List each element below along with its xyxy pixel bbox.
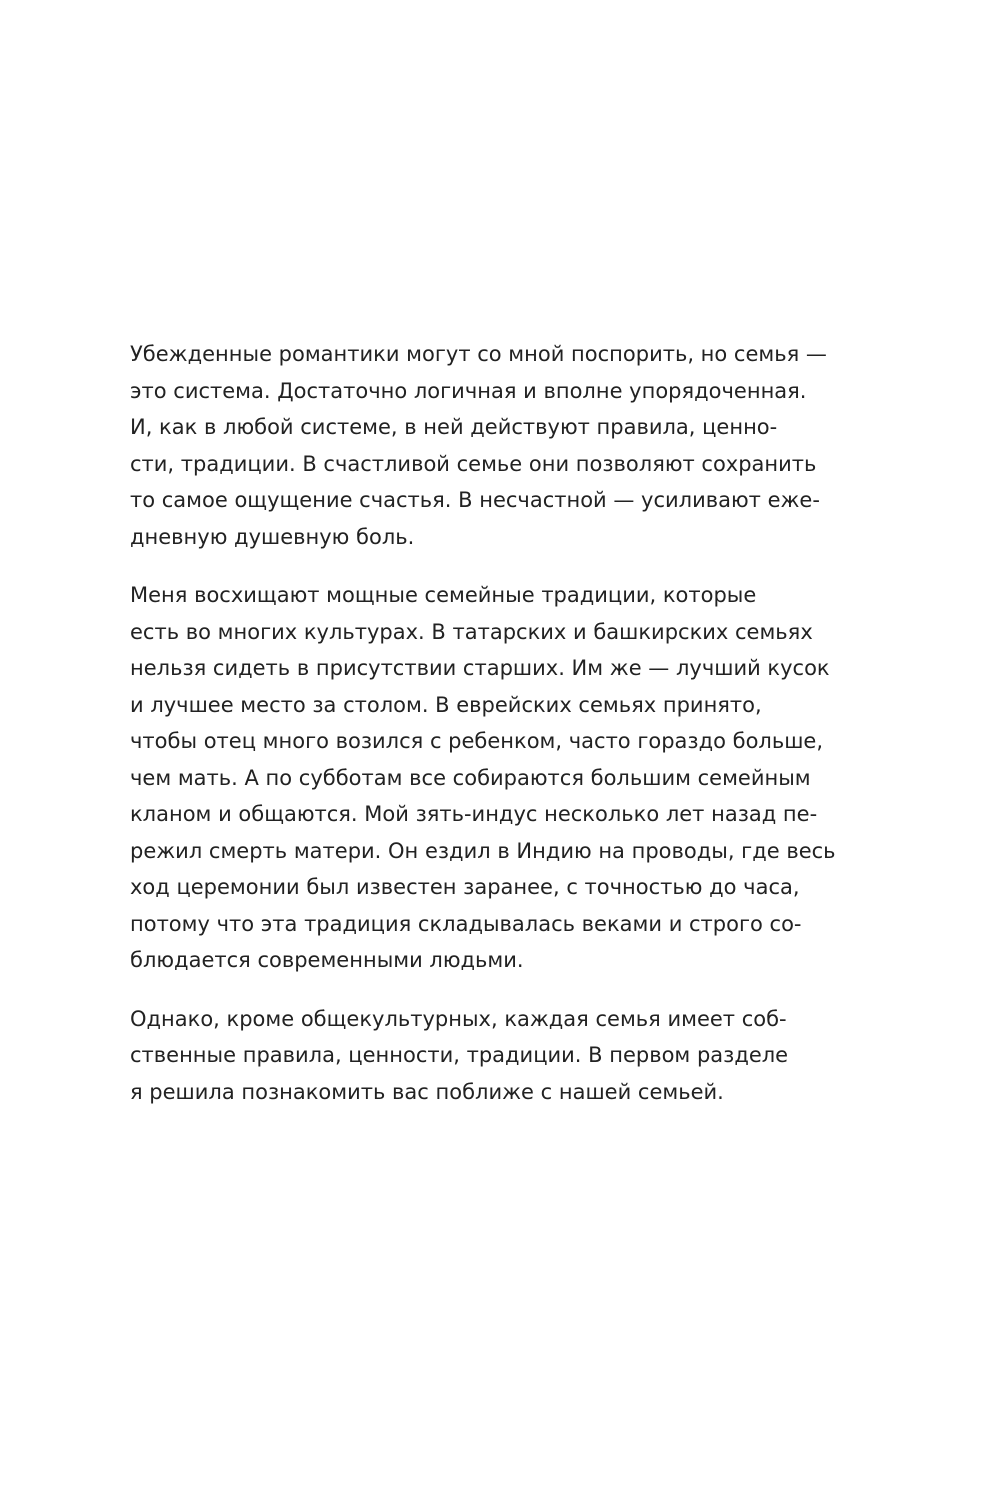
text-line: чем мать. А по субботам все собираются большим семейным	[130, 765, 811, 790]
text-line: ход церемонии был известен заранее, с точностью до часа,	[130, 875, 800, 899]
text-line: чтобы отец много возился с ребенком, часто гораздо больше,	[130, 729, 824, 753]
text-line: я решила познакомить вас поближе с нашей семьей.	[130, 1079, 724, 1104]
paragraph-3	[130, 1001, 890, 1111]
text-line: то самое ощущение счастья. В несчастной — усиливают еже-	[130, 488, 820, 512]
paragraph-2	[130, 577, 890, 979]
text-line: дневную душевную боль.	[130, 524, 415, 549]
text-line: Однако, кроме общекультурных, каждая семья имеет соб-	[130, 1006, 787, 1031]
text-line: нельзя сидеть в присутствии старших. Им же — лучший кусок	[130, 656, 830, 680]
paragraph-1	[130, 336, 890, 555]
text-line: Меня восхищают мощные семейные традиции, которые	[130, 583, 757, 607]
body-text	[130, 336, 890, 1132]
text-line: режил смерть матери. Он ездил в Индию на проводы, где весь	[130, 838, 836, 863]
text-line: потому что эта традиция складывалась веками и строго со-	[130, 911, 802, 936]
text-line: это система. Достаточно логичная и вполне упорядоченная.	[130, 378, 807, 403]
text-line: блюдается современными людьми.	[130, 948, 524, 972]
text-line: кланом и общаются. Мой зять-индус несколько лет назад пе-	[130, 802, 818, 826]
text-line: сти, традиции. В счастливой семье они позволяют сохранить	[130, 451, 817, 476]
text-line: ственные правила, ценности, традиции. В первом разделе	[130, 1043, 789, 1067]
text-line: и лучшее место за столом. В еврейских семьях принято,	[130, 692, 762, 717]
text-line: И, как в любой системе, в ней действуют правила, ценно-	[130, 415, 778, 439]
text-line: есть во многих культурах. В татарских и башкирских семьях	[130, 619, 813, 644]
text-line: Убежденные романтики могут со мной поспорить, но семья —	[130, 342, 827, 366]
